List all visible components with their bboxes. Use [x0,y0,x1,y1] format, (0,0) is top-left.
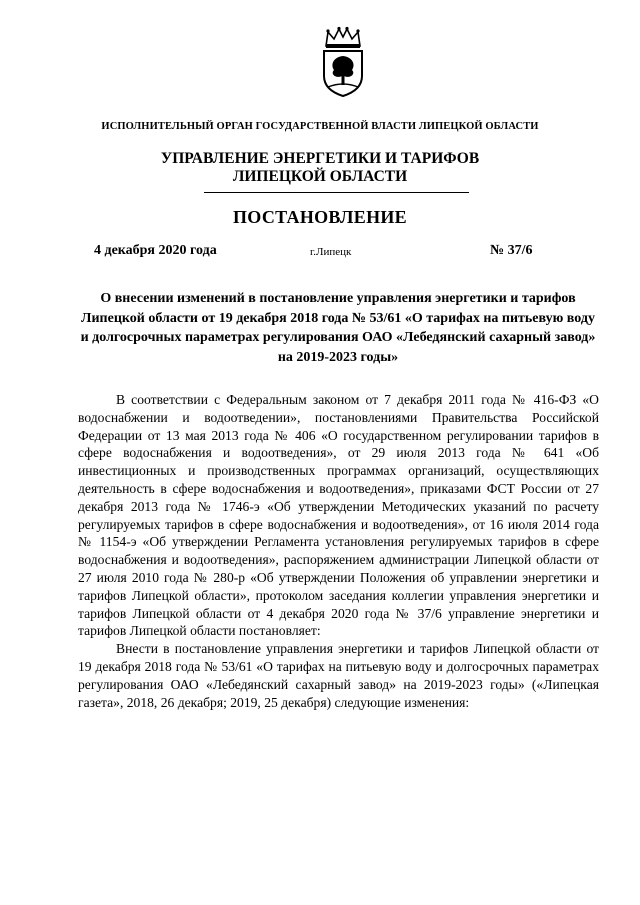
organization-line: ИСПОЛНИТЕЛЬНЫЙ ОРГАН ГОСУДАРСТВЕННОЙ ВЛАСТИ ЛИПЕЦКОЙ ОБЛАСТИ [101,121,539,132]
body-paragraph-2: Внести в постановление управления энергетики и тарифов Липецкой области от 19 декабря 2018 года № 53/61 «О тарифах на питьевую воду и долгосрочных параметрах регулирования ОАО «Лебедянский сахарный завод» на 2019-2023 годы» («Липецкая газета», 2018, 26 декабря; 2019, 25 декабря) следующие изменения: [78,641,599,710]
document-body [78,391,599,711]
department-name [0,150,640,186]
body-paragraph-1: В соответствии с Федеральным законом от 7 декабря 2011 года № 416-ФЗ «О водоснабжении и водоотведении», постановлениями Правительства Российской Федерации от 13 мая 2013 года № 406 «О государственном регулировании тарифов в сфере водоснабжения и водоотведения», от 29 июля 2013 года № 641 «Об инвестиционных и производственных программах организаций, осуществляющих деятельность в сфере водоснабжения и водоотведения», приказами ФСТ России от 27 декабря 2013 года № 1746-э «Об утверждении Методических указаний по расчету регулируемых тарифов в сфере водоснабжения и водоотведения», от 16 июля 2014 года № 1154-э «Об утверждении Регламента установления регулируемых тарифов в сфере водоснабжения и водоотведения», распоряжением администрации Липецкой области от 27 июля 2010 года № 280-р «Об утверждении Положения об управлении энергетики и тарифов Липецкой области», протоколом заседания коллегии управления энергетики и тарифов Липецкой области от 4 декабря 2020 года № 37/6 управление энергетики и тарифов Липецкой области постановляет: [78,392,599,639]
coat-of-arms-icon [318,26,368,98]
department-line-1: УПРАВЛЕНИЕ ЭНЕРГЕТИКИ И ТАРИФОВ [160,150,480,167]
document-number: № 37/6 [490,243,533,258]
document-title: О внесении изменений в постановление управления энергетики и тарифов Липецкой области от 19 декабря 2018 года № 53/61 «О тарифах на питьевую воду и долгосрочных параметрах регулирования ОАО «Лебедянский сахарный завод» на 2019-2023 годы» [80,291,596,365]
header-divider [204,192,469,193]
document-city: г.Липецк [310,246,352,258]
department-line-2: ЛИПЕЦКОЙ ОБЛАСТИ [232,168,408,185]
document-date: 4 декабря 2020 года [94,243,217,258]
document-type: ПОСТАНОВЛЕНИЕ [233,207,407,227]
